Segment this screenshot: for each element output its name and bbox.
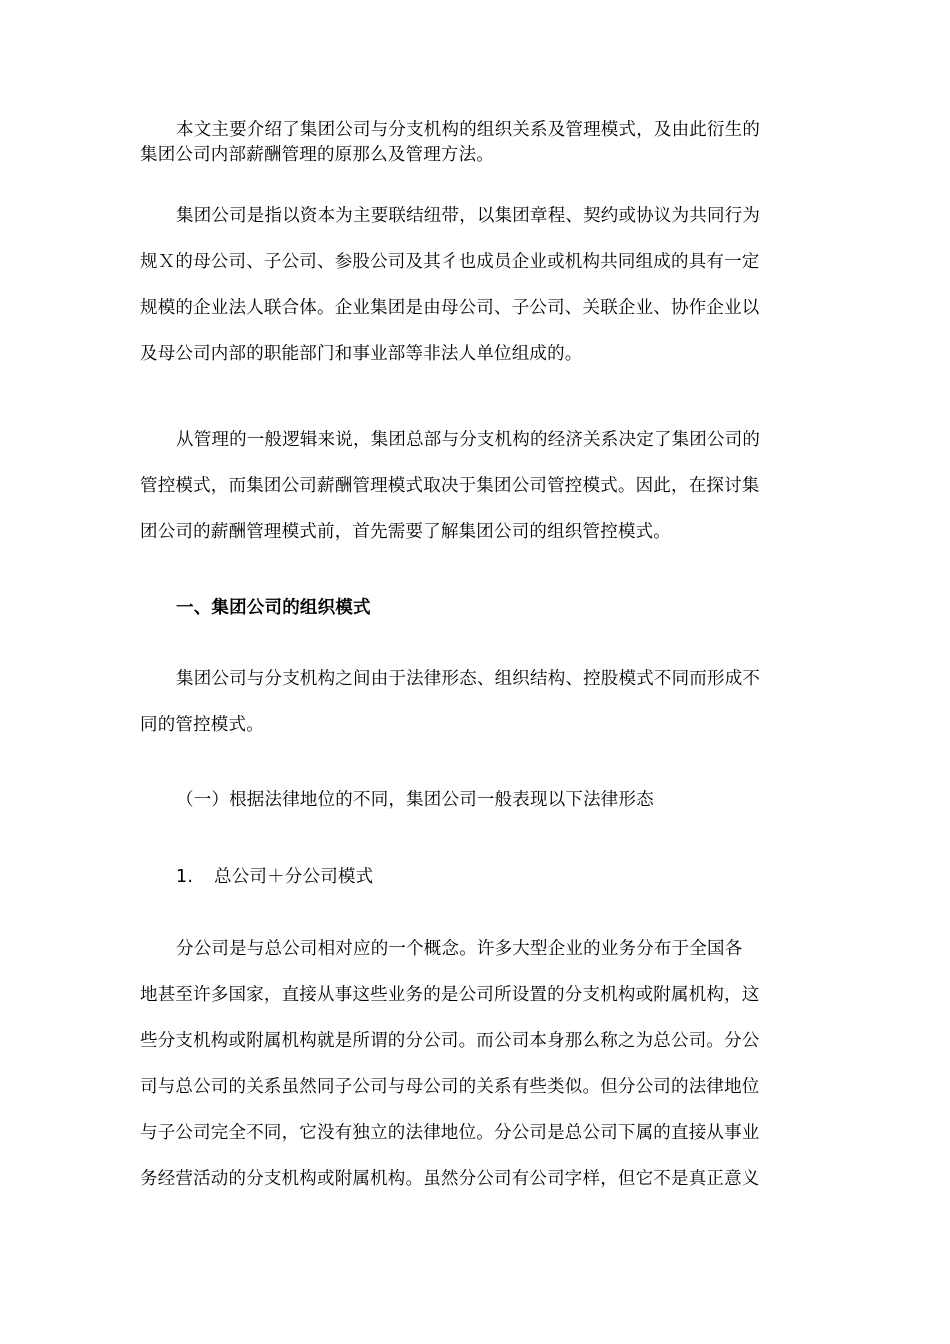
management-logic-line-2: 管控模式，而集团公司薪酬管理模式取决于集团公司管控模式。因此，在探讨集 xyxy=(140,476,760,496)
definition-line-4: 及母公司内部的职能部门和事业部等非法人单位组成的。 xyxy=(140,344,583,364)
subsection-heading: （一）根据法律地位的不同，集团公司一般表现以下法律形态 xyxy=(176,790,654,810)
intro-paragraph xyxy=(140,118,820,168)
branch-line-2: 地甚至许多国家，直接从事这些业务的是公司所设置的分支机构或附属机构，这 xyxy=(140,985,760,1005)
intro-line-1: 本文主要介绍了集团公司与分支机构的组织关系及管理模式，及由此衍生的 xyxy=(176,120,761,140)
branch-company-paragraph xyxy=(140,926,820,1202)
section-1-line-1: 集团公司与分支机构之间由于法律形态、组织结构、控股模式不同而形成不 xyxy=(176,669,761,689)
item-number: 1. xyxy=(176,867,194,887)
management-logic-paragraph xyxy=(140,417,820,555)
branch-line-6: 务经营活动的分支机构或附属机构。虽然分公司有公司字样，但它不是真正意义 xyxy=(140,1169,760,1189)
management-logic-line-1: 从管理的一般逻辑来说，集团总部与分支机构的经济关系决定了集团公司的 xyxy=(176,430,761,450)
management-logic-line-3: 团公司的薪酬管理模式前，首先需要了解集团公司的组织管控模式。 xyxy=(140,522,671,542)
section-1-paragraph xyxy=(140,656,820,748)
definition-line-3: 规模的企业法人联合体。企业集团是由母公司、子公司、关联企业、协作企业以 xyxy=(140,298,760,318)
definition-line-1: 集团公司是指以资本为主要联结纽带，以集团章程、契约或协议为共同行为 xyxy=(176,206,761,226)
definition-line-2: 规Ｘ的母公司、子公司、参股公司及其彳也成员企业或机构共同组成的具有一定 xyxy=(140,252,760,272)
item-title: 总公司＋分公司模式 xyxy=(214,867,374,887)
branch-line-5: 与子公司完全不同，它没有独立的法律地位。分公司是总公司下属的直接从事业 xyxy=(140,1123,760,1143)
definition-paragraph xyxy=(140,193,820,377)
intro-line-2: 集团公司内部薪酬管理的原那么及管理方法。 xyxy=(140,145,494,165)
branch-line-4: 司与总公司的关系虽然同子公司与母公司的关系有些类似。但分公司的法律地位 xyxy=(140,1077,760,1097)
branch-line-1: 分公司是与总公司相对应的一个概念。许多大型企业的业务分布于全国各 xyxy=(176,939,743,959)
section-heading: 一、集团公司的组织模式 xyxy=(176,598,371,618)
section-1-line-2: 同的管控模式。 xyxy=(140,715,264,735)
numbered-item-heading xyxy=(140,862,820,892)
branch-line-3: 些分支机构或附属机构就是所谓的分公司。而公司本身那么称之为总公司。分公 xyxy=(140,1031,760,1051)
